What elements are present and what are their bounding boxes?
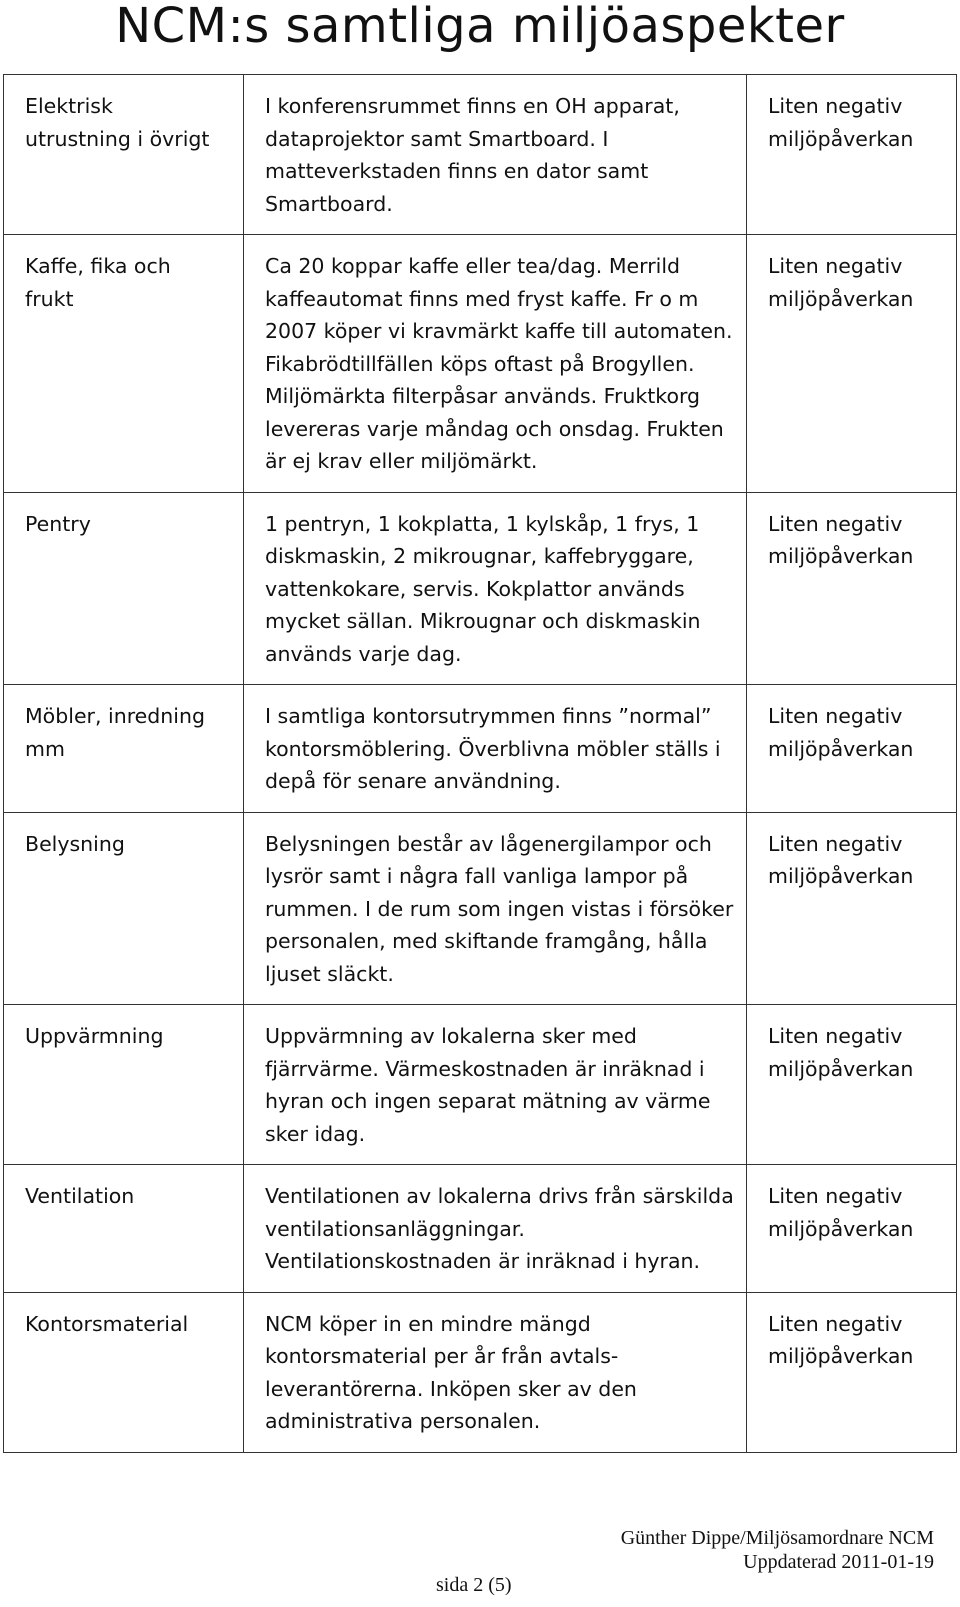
impact-cell: Liten negativ miljöpåverkan [747,812,957,1005]
aspect-cell: Möbler, inredning mm [4,685,244,813]
impact-cell: Liten negativ miljöpåverkan [747,685,957,813]
footer-author-block [621,1526,934,1574]
table-row [4,75,957,235]
footer-updated-date: Uppdaterad 2011-01-19 [743,1551,934,1573]
table-row [4,1165,957,1293]
environmental-aspects-table [3,74,957,1453]
description-cell: Uppvärmning av lokalerna sker med fjärrvärme. Värmeskostnaden är inräknad i hyran och ingen separat mätning av värme sker idag. [244,1005,747,1165]
table-row [4,685,957,813]
description-cell: Belysningen består av lågenergilampor och lysrör samt i några fall vanliga lampor på rummen. I de rum som ingen vistas i försöker personalen, med skiftande framgång, hålla ljuset släckt. [244,812,747,1005]
description-cell: Ca 20 koppar kaffe eller tea/dag. Merrild kaffeautomat finns med fryst kaffe. Fr o m 2007 köper vi kravmärkt kaffe till automaten. Fikabrödtillfällen köps oftast på Brogyllen. Miljömärkta filterpåsar används. Fruktkorg levereras varje måndag och onsdag. Frukten är ej krav eller miljömärkt. [244,235,747,493]
table-row [4,812,957,1005]
aspect-cell: Elektrisk utrustning i övrigt [4,75,244,235]
aspect-cell: Uppvärmning [4,1005,244,1165]
impact-cell: Liten negativ miljöpåverkan [747,75,957,235]
table-row [4,1292,957,1452]
description-cell: 1 pentryn, 1 kokplatta, 1 kylskåp, 1 frys, 1 diskmaskin, 2 mikrougnar, kaffebryggare, vattenkokare, servis. Kokplattor används mycket sällan. Mikrougnar och diskmaskin används varje dag. [244,492,747,685]
aspect-cell: Pentry [4,492,244,685]
description-cell: NCM köper in en mindre mängd kontorsmaterial per år från avtals-leverantörerna. Inköpen sker av den administrativa personalen. [244,1292,747,1452]
aspect-cell: Kaffe, fika och frukt [4,235,244,493]
page-number: sida 2 (5) [436,1574,512,1596]
impact-cell: Liten negativ miljöpåverkan [747,235,957,493]
aspect-cell: Belysning [4,812,244,1005]
aspect-cell: Ventilation [4,1165,244,1293]
impact-cell: Liten negativ miljöpåverkan [747,492,957,685]
table-row [4,235,957,493]
impact-cell: Liten negativ miljöpåverkan [747,1165,957,1293]
table-row [4,1005,957,1165]
description-cell: Ventilationen av lokalerna drivs från särskilda ventilationsanläggningar. Ventilationskostnaden är inräknad i hyran. [244,1165,747,1293]
description-cell: I samtliga kontorsutrymmen finns ”normal” kontorsmöblering. Överblivna möbler ställs i depå för senare användning. [244,685,747,813]
description-cell: I konferensrummet finns en OH apparat, dataprojektor samt Smartboard. I matteverkstaden finns en dator samt Smartboard. [244,75,747,235]
table-row [4,492,957,685]
impact-cell: Liten negativ miljöpåverkan [747,1292,957,1452]
footer-author: Günther Dippe/Miljösamordnare NCM [620,1527,934,1549]
impact-cell: Liten negativ miljöpåverkan [747,1005,957,1165]
page-title: NCM:s samtliga miljöaspekter [115,0,845,54]
aspect-cell: Kontorsmaterial [4,1292,244,1452]
